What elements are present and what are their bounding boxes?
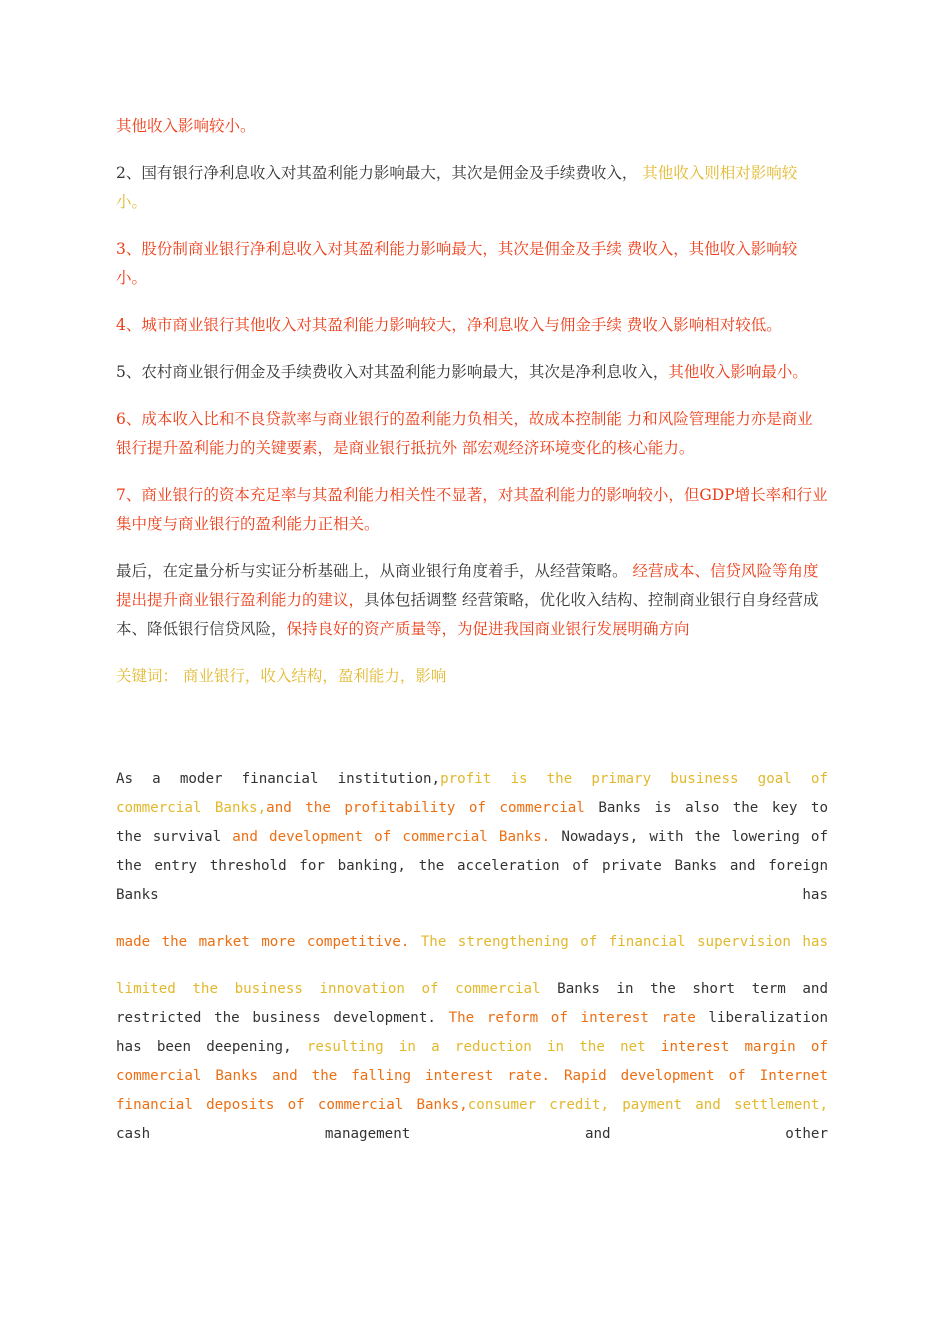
text-run: cash management and other bbox=[116, 1126, 828, 1142]
conclusion-7 bbox=[116, 481, 828, 539]
final-recommendation bbox=[116, 557, 828, 644]
text-run: liberalization has been deepening, bbox=[116, 1010, 829, 1055]
document-page bbox=[116, 112, 828, 1167]
text-run: consumer credit, payment and settlement, bbox=[467, 1097, 828, 1113]
text-run: As a moder financial institution, bbox=[116, 771, 441, 787]
text-run: 3、股份制商业银行净利息收入对其盈利能力影响最大，其次是佣金及手续 费收入，其他收入影响较小。 bbox=[116, 240, 798, 287]
text-run: resulting in a reduction in the net bbox=[306, 1039, 646, 1055]
text-run: 具体包括调整 经营策略，优化收入结构、控制商业银行自身经营成本、降低银行信贷风险， bbox=[116, 591, 819, 638]
conclusion-5 bbox=[116, 358, 828, 387]
conclusion-3 bbox=[116, 235, 828, 293]
text-run: limited the business innovation of commercial bbox=[116, 981, 558, 997]
text-run: 4、城市商业银行其他收入对其盈利能力影响较大，净利息收入与佣金手续 费收入影响相对较低。 bbox=[116, 316, 782, 334]
text-run: interest margin of commercial Banks and the falling interest rate. Rapid development of Internet financial deposits of commercial Banks, bbox=[116, 1039, 828, 1113]
text-run: 6、成本收入比和不良贷款率与商业银行的盈利能力负相关，故成本控制能 力和风险管理能力亦是商业银行提升盈利能力的关键要素，是商业银行抵抗外 部宏观经济环境变化的核心能力。 bbox=[116, 410, 813, 457]
conclusion-6 bbox=[116, 405, 828, 463]
text-run: The strengthening of financial supervision has bbox=[420, 934, 828, 950]
keywords-line bbox=[116, 662, 828, 691]
abstract-en-paragraph-1 bbox=[116, 765, 828, 910]
text-run: 2、国有银行净利息收入对其盈利能力影响最大，其次是佣金及手续费收入， bbox=[116, 164, 643, 182]
abstract-en-paragraph-2 bbox=[116, 928, 828, 957]
text-run: 保持良好的资产质量等，为促进我国商业银行发展明确方向 bbox=[286, 620, 690, 638]
conclusion-4 bbox=[116, 311, 828, 340]
text-run: 最后，在定量分析与实证分析基础上，从商业银行角度着手，从经营策略。 bbox=[116, 562, 633, 580]
text-run: 其他收入则相对影响较小。 bbox=[116, 164, 798, 211]
text-run: and the profitability of commercial bbox=[266, 800, 599, 816]
text-run: Banks in the short term and restricted the business development. bbox=[116, 981, 829, 1026]
text-run: Banks is also the key to the survival bbox=[116, 800, 828, 845]
text-run: and development of commercial Banks. bbox=[232, 829, 551, 845]
text-run: 关键词： 商业银行，收入结构，盈利能力，影响 bbox=[116, 667, 447, 685]
text-run: 经营成本、信贷风险等角度提出提升商业银行盈利能力的建议， bbox=[116, 562, 819, 609]
text-run: 5、农村商业银行佣金及手续费收入对其盈利能力影响最大，其次是净利息收入， bbox=[116, 363, 669, 381]
text-run: 其他收入影响最小。 bbox=[668, 363, 808, 381]
text-run: 其他收入影响较小。 bbox=[116, 117, 256, 135]
text-run: The reform of interest rate bbox=[448, 1010, 696, 1026]
text-run: made the market more competitive. bbox=[116, 934, 421, 950]
text-run: 7、商业银行的资本充足率与其盈利能力相关性不显著，对其盈利能力的影响较小，但GDP增长率和行业集中度与商业银行的盈利能力正相关。 bbox=[116, 486, 828, 533]
conclusion-2 bbox=[116, 159, 828, 217]
summary-line-1 bbox=[116, 112, 828, 141]
text-run: profit is the primary business goal of commercial Banks, bbox=[116, 771, 828, 816]
section-spacer bbox=[116, 709, 828, 765]
text-run: Nowadays, with the lowering of the entry threshold for banking, the acceleration of private Banks and foreign Banks has bbox=[116, 829, 829, 903]
abstract-en-paragraph-3 bbox=[116, 975, 828, 1149]
